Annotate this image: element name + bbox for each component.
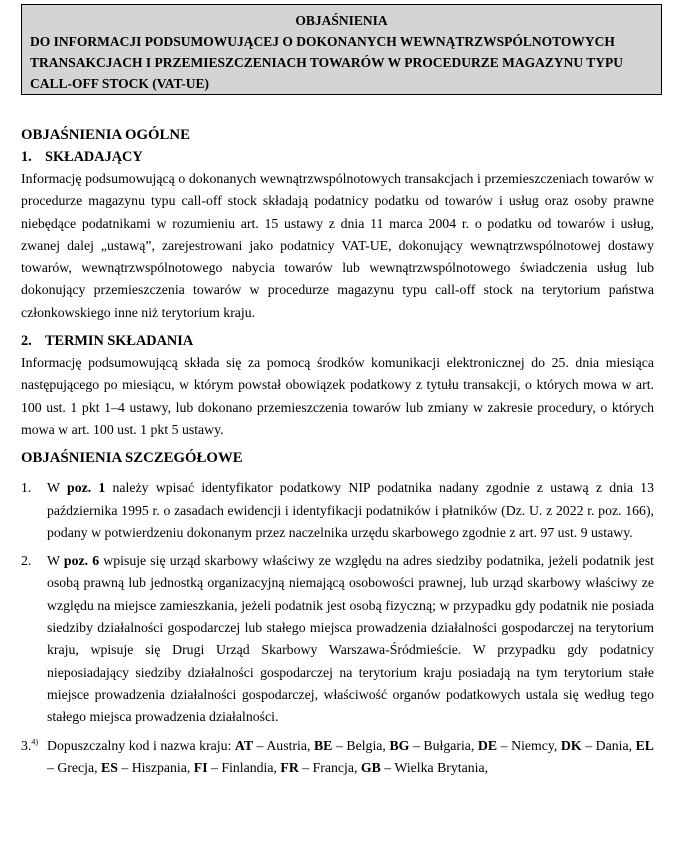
item-1-text	[47, 477, 654, 544]
section-2-text: Informację podsumowującą składa się za pomocą środków komunikacji elektronicznej do 25. dnia miesiąca następującego po miesiącu, w którym powstał obowiązek podatkowy z tytułu transakcji, o których mowa w art. 100 ust. 1 pkt 1–4 ustawy, lub dokonano przemieszczenia towarów lub zmiany w zakresie procedury, o których mowa w art. 100 ust. 1 pkt 5 ustawy.	[21, 355, 654, 437]
country-name: – Belgia,	[332, 737, 390, 753]
country-code: DK	[560, 737, 582, 753]
section-1-heading	[21, 146, 654, 168]
section-2-heading	[21, 330, 654, 352]
section-1-text: Informację podsumowującą o dokonanych wewnątrzwspólnotowych transakcjach i przemieszczeniach towarów w procedurze magazynu typu call-off stock składają podatnicy podatku od towarów i usług oraz osoby prawne niebędące podatnikami w rozumieniu art. 15 ustawy z dnia 11 marca 2004 r. o podatku od towarów i usług, zwanej dalej „ustawą”, zarejestrowani jako podatnicy VAT-UE, dokonujący wewnątrzwspólnotowej dostawy towarów, wewnątrzwspólnotowego nabycia towarów lub wewnątrzwspólnotowego świadczenia usług lub dokonujący przemieszczenia towarów w procedurze magazynu typu call-off stock na terytorium państwa członkowskiego inne niż terytorium kraju.	[21, 171, 654, 320]
item-3-number-text: 3.	[21, 737, 32, 753]
section-2-title: TERMIN SKŁADANIA	[45, 333, 194, 350]
header-line-1: DO INFORMACJI PODSUMOWUJĄCEJ O DOKONANYCH WEWNĄTRZWSPÓLNOTOWYCH	[30, 34, 615, 49]
country-name: – Grecja,	[47, 759, 102, 775]
header-line-2: TRANSAKCJACH I PRZEMIESZCZENIACH TOWARÓW W PROCEDURZE MAGAZYNU TYPU	[30, 55, 623, 70]
country-code: GB	[360, 759, 381, 775]
country-name: – Francja,	[298, 759, 361, 775]
country-name: – Austria,	[253, 737, 314, 753]
header-line-3: CALL-OFF STOCK (VAT-UE)	[30, 76, 210, 91]
section-2-number: 2.	[21, 333, 32, 350]
country-name: – Hiszpania,	[117, 759, 194, 775]
item-3-intro: Dopuszczalny kod i nazwa kraju:	[47, 737, 235, 753]
item-1-body: należy wpisać identyfikator podatkowy NIP podatnika nadany zgodnie z ustawą z dnia 13 października 1995 r. o zasadach ewidencji i identyfikacji podatników i płatników (Dz. U. z 2022 r. poz. 166), podany w potwierdzeniu dokonanym przez naczelnika urzędu skarbowego zgodnie z art. 97 ust. 9 ustawy.	[47, 480, 654, 540]
section-1-title: SKŁADAJĄCY	[45, 149, 143, 165]
country-name: – Niemcy,	[497, 737, 561, 753]
country-code: FI	[193, 759, 208, 775]
item-3-number	[21, 735, 38, 757]
item-1-number: 1.	[21, 480, 32, 496]
country-code: DE	[477, 737, 498, 753]
detail-item-1	[21, 477, 654, 544]
item-1-field-ref: poz. 1	[67, 480, 106, 496]
item-3-text	[47, 735, 654, 780]
item-2-text	[47, 550, 654, 728]
detailed-section-title: OBJAŚNIENIA SZCZEGÓŁOWE	[21, 450, 243, 467]
country-code: ES	[101, 759, 118, 775]
country-name: – Dania,	[581, 737, 636, 753]
detail-item-3	[21, 735, 654, 780]
country-code: BG	[389, 737, 410, 753]
item-1-prefix: W	[47, 480, 68, 496]
country-name: – Finlandia,	[207, 759, 281, 775]
header-title: OBJAŚNIENIA	[295, 13, 388, 28]
country-code: BE	[313, 737, 333, 753]
item-2-number: 2.	[21, 553, 32, 569]
detail-item-2	[21, 550, 654, 728]
section-1-number: 1.	[21, 149, 32, 165]
footnote-ref: 4)	[31, 736, 39, 746]
country-code: FR	[280, 759, 299, 775]
item-2-prefix: W	[47, 553, 64, 569]
country-code: EL	[635, 737, 655, 753]
general-section-title: OBJAŚNIENIA OGÓLNE	[21, 127, 190, 143]
country-code: AT	[234, 737, 254, 753]
item-2-field-ref: poz. 6	[63, 553, 100, 569]
country-name: – Wielka Brytania,	[380, 759, 489, 775]
country-name: – Bułgaria,	[409, 737, 478, 753]
document-body	[21, 124, 654, 779]
item-2-body: wpisuje się urząd skarbowy właściwy ze względu na adres siedziby podatnika, jeżeli podatnik jest osobą prawną lub jednostką organizacyjną niemającą osobowości prawnej, lub urząd skarbowy właściwy ze względu na miejsce zamieszkania, jeżeli podatnik jest osobą fizyczną; w przypadku gdy podatnik nie posiada siedziby działalności gospodarczej lub stałego miejsca prowadzenia działalności gospodarczej na terytorium kraju, wpisuje się Drugi Urząd Skarbowy Warszawa-Śródmieście. W przypadku gdy podatnicy nieposiadający siedziby działalności gospodarczej na terytorium kraju posiadają na tym terytorium stałe miejsce prowadzenia działalności gospodarczej, właściwość organów podatkowych ustala się według tego stałego miejsca prowadzenia działalności.	[47, 553, 654, 725]
document-header	[21, 4, 662, 95]
